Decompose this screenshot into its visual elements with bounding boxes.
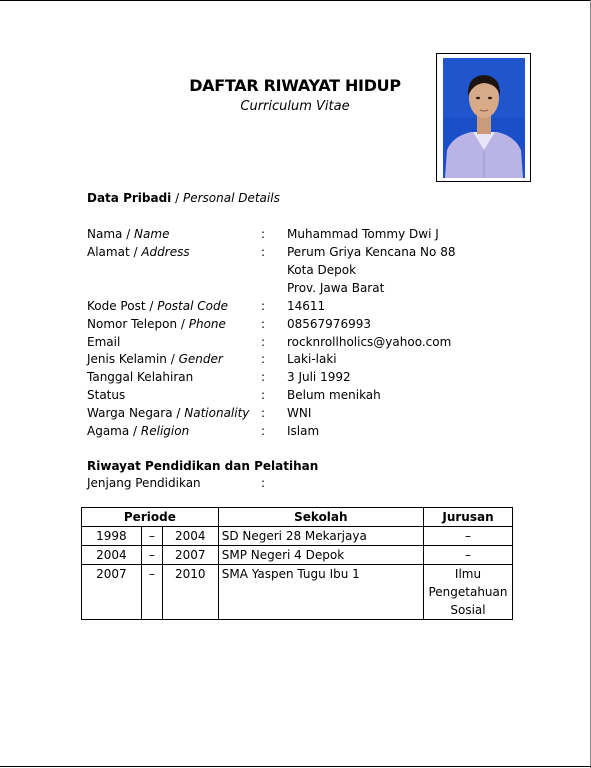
personal-details-heading-italic: Personal Details xyxy=(182,191,280,205)
personal-field-value: WNI xyxy=(287,406,312,420)
personal-field-value: 14611 xyxy=(287,299,326,313)
personal-field-label: Alamat / Address xyxy=(87,245,190,259)
period-dash-cell: – xyxy=(141,527,162,546)
personal-field-colon: : xyxy=(261,406,266,420)
education-level-label: Jenjang Pendidikan xyxy=(87,476,201,490)
page-top-border xyxy=(0,0,591,1)
personal-field-row xyxy=(87,350,527,368)
personal-field-label: Nomor Telepon / Phone xyxy=(87,317,226,331)
personal-field-value: Islam xyxy=(287,424,320,438)
personal-field-label: Jenis Kelamin / Gender xyxy=(87,352,223,366)
personal-field-value: 3 Juli 1992 xyxy=(287,370,351,384)
personal-field-colon: : xyxy=(261,388,266,402)
personal-details-heading-bold: Data Pribadi xyxy=(87,191,172,205)
personal-field-colon: : xyxy=(261,299,266,313)
personal-field-value: Kota Depok xyxy=(287,263,357,277)
personal-field-value: Prov. Jawa Barat xyxy=(287,281,385,295)
profile-photo-frame xyxy=(436,53,531,182)
education-level-colon: : xyxy=(261,476,266,490)
period-dash-cell: – xyxy=(141,546,162,565)
period-start-cell: 1998 xyxy=(82,527,142,546)
education-table xyxy=(81,507,513,620)
profile-photo xyxy=(443,58,525,178)
education-level-row xyxy=(87,474,527,492)
education-heading-text: Riwayat Pendidikan dan Pelatihan xyxy=(87,459,319,473)
education-table-row xyxy=(82,565,513,620)
period-end-cell: 2007 xyxy=(162,546,218,565)
personal-field-colon: : xyxy=(261,227,266,241)
personal-field-value: Perum Griya Kencana No 88 xyxy=(287,245,456,259)
personal-field-row xyxy=(87,368,527,386)
personal-field-row xyxy=(87,279,527,297)
personal-field-label: Kode Post / Postal Code xyxy=(87,299,228,313)
personal-field-value: Muhammad Tommy Dwi J xyxy=(287,227,439,241)
personal-field-colon: : xyxy=(261,335,266,349)
period-end-cell: 2004 xyxy=(162,527,218,546)
period-header: Periode xyxy=(82,508,219,527)
personal-field-label: Email xyxy=(87,335,121,349)
personal-field-label-en: Address xyxy=(141,245,190,259)
personal-field-row xyxy=(87,297,527,315)
education-heading xyxy=(87,459,318,473)
education-table-row xyxy=(82,546,513,565)
personal-field-value: Belum menikah xyxy=(287,388,381,402)
school-cell: SMP Negeri 4 Depok xyxy=(218,546,423,565)
heading-separator: / xyxy=(171,191,183,205)
personal-field-label-en: Nationality xyxy=(184,406,250,420)
personal-field-row xyxy=(87,261,527,279)
personal-field-value: rocknrollholics@yahoo.com xyxy=(287,335,452,349)
personal-field-label: Nama / Name xyxy=(87,227,170,241)
document-title: DAFTAR RIWAYAT HIDUP xyxy=(189,76,401,95)
personal-field-row xyxy=(87,404,527,422)
personal-field-label: Status xyxy=(87,388,126,402)
period-end-cell: 2010 xyxy=(162,565,218,620)
personal-field-row xyxy=(87,225,527,243)
personal-field-colon: : xyxy=(261,317,266,331)
personal-field-colon: : xyxy=(261,424,266,438)
personal-details-heading xyxy=(87,191,280,205)
personal-field-label: Agama / Religion xyxy=(87,424,190,438)
personal-field-colon: : xyxy=(261,245,266,259)
personal-field-row xyxy=(87,386,527,404)
personal-field-label: Warga Negara / Nationality xyxy=(87,406,250,420)
personal-field-label-en: Gender xyxy=(178,352,223,366)
major-cell: – xyxy=(423,546,512,565)
personal-field-row xyxy=(87,422,527,440)
personal-field-value: 08567976993 xyxy=(287,317,371,331)
personal-field-value: Laki-laki xyxy=(287,352,337,366)
personal-field-label: Tanggal Kelahiran xyxy=(87,370,194,384)
personal-field-row xyxy=(87,333,527,351)
major-header: Jurusan xyxy=(423,508,512,527)
school-header: Sekolah xyxy=(218,508,423,527)
major-cell: Ilmu Pengetahuan Sosial xyxy=(423,565,512,620)
education-table-row xyxy=(82,527,513,546)
period-start-cell: 2007 xyxy=(82,565,142,620)
personal-field-colon: : xyxy=(261,370,266,384)
period-dash-cell: – xyxy=(141,565,162,620)
school-cell: SD Negeri 28 Mekarjaya xyxy=(218,527,423,546)
personal-field-label-en: Postal Code xyxy=(157,299,228,313)
personal-field-label-en: Religion xyxy=(140,424,190,438)
personal-field-row xyxy=(87,315,527,333)
personal-field-label-en: Phone xyxy=(188,317,226,331)
personal-field-label-en: Name xyxy=(134,227,170,241)
education-table-header-row xyxy=(82,508,513,527)
period-start-cell: 2004 xyxy=(82,546,142,565)
document-subtitle: Curriculum Vitae xyxy=(240,99,350,114)
personal-field-row xyxy=(87,243,527,261)
major-cell: – xyxy=(423,527,512,546)
personal-field-colon: : xyxy=(261,352,266,366)
page-bottom-border xyxy=(0,766,591,767)
school-cell: SMA Yaspen Tugu Ibu 1 xyxy=(218,565,423,620)
